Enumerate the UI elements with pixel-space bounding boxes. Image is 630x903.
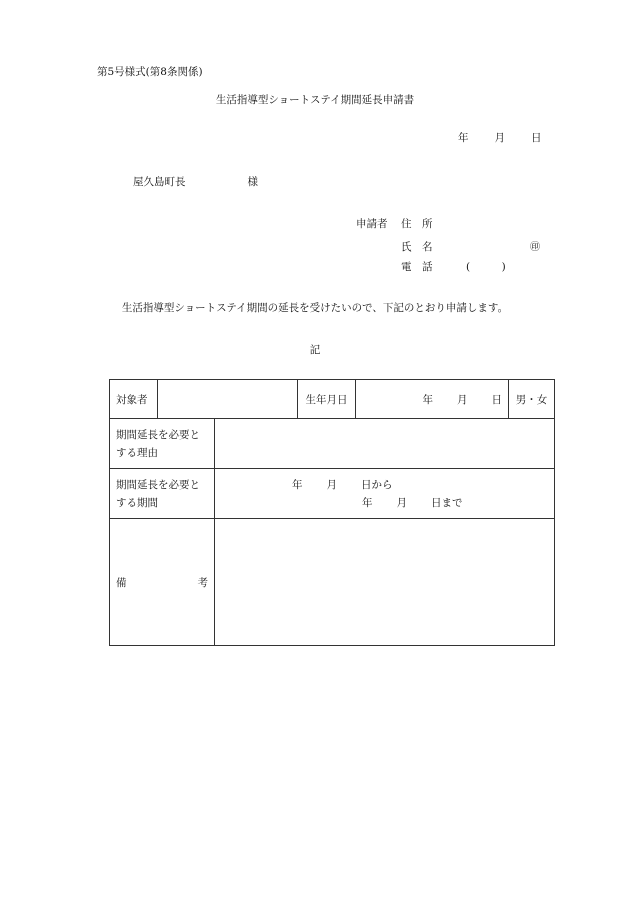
period-to [221, 494, 548, 512]
period-value-cell[interactable] [215, 469, 555, 519]
remarks-label-1: 備 [116, 576, 127, 589]
tel-label-1: 電 [401, 261, 412, 273]
subject-value-cell[interactable] [158, 380, 298, 419]
birth-month: 月 [457, 393, 468, 406]
application-table [109, 379, 555, 646]
seal-mark: ㊞ [530, 242, 540, 253]
period-from [221, 476, 548, 494]
tel-parentheses: ( ) [466, 261, 506, 273]
to-day: 日まで [431, 496, 463, 509]
tel-label-2: 話 [422, 261, 433, 273]
reason-label-line-1: 期間延長を必要と [116, 428, 200, 441]
date-year: 年 [458, 132, 469, 144]
name-label-1: 氏 [401, 241, 412, 253]
reason-row [110, 419, 555, 469]
period-label [110, 469, 215, 519]
remarks-row [110, 519, 555, 646]
remarks-value-cell[interactable] [215, 519, 555, 646]
addressee [133, 174, 258, 189]
birth-year: 年 [422, 393, 433, 406]
name-label-2: 名 [422, 241, 433, 253]
subject-row [110, 380, 555, 419]
to-year: 年 [362, 496, 373, 509]
applicant-label: 申請者 [356, 218, 388, 230]
period-row [110, 469, 555, 519]
birth-day: 日 [491, 393, 502, 406]
form-number: 第5号様式(第8条関係) [97, 66, 203, 78]
reason-label-line-2: する理由 [116, 446, 158, 459]
period-label-line-2: する期間 [116, 496, 158, 509]
date-day: 日 [531, 132, 542, 144]
reason-label [110, 419, 215, 469]
application-date [458, 130, 542, 145]
reason-value-cell[interactable] [215, 419, 555, 469]
ki-heading: 記 [309, 344, 321, 356]
remarks-label [110, 519, 215, 646]
birth-label: 生年月日 [298, 380, 356, 419]
gender-cell[interactable]: 男・女 [509, 380, 555, 419]
addressee-name: 屋久島町長 [133, 176, 186, 188]
application-statement: 生活指導型ショートステイ期間の延長を受けたいので、下記のとおり申請します。 [121, 302, 509, 314]
subject-label: 対象者 [110, 380, 158, 419]
from-day: 日から [361, 478, 393, 491]
from-month: 月 [326, 478, 337, 491]
remarks-label-2: 考 [197, 576, 208, 589]
period-label-line-1: 期間延長を必要と [116, 478, 200, 491]
addressee-honorific: 様 [247, 176, 258, 188]
applicant-name-field [401, 239, 436, 254]
birth-date-cell[interactable] [356, 380, 509, 419]
from-year: 年 [292, 478, 303, 491]
document-title: 生活指導型ショートステイ期間延長申請書 [215, 94, 415, 106]
applicant-tel-field [401, 259, 436, 274]
applicant-address-field [401, 216, 436, 231]
date-month: 月 [494, 132, 505, 144]
address-label-1: 住 [401, 218, 412, 230]
to-month: 月 [396, 496, 407, 509]
address-label-2: 所 [422, 218, 433, 230]
